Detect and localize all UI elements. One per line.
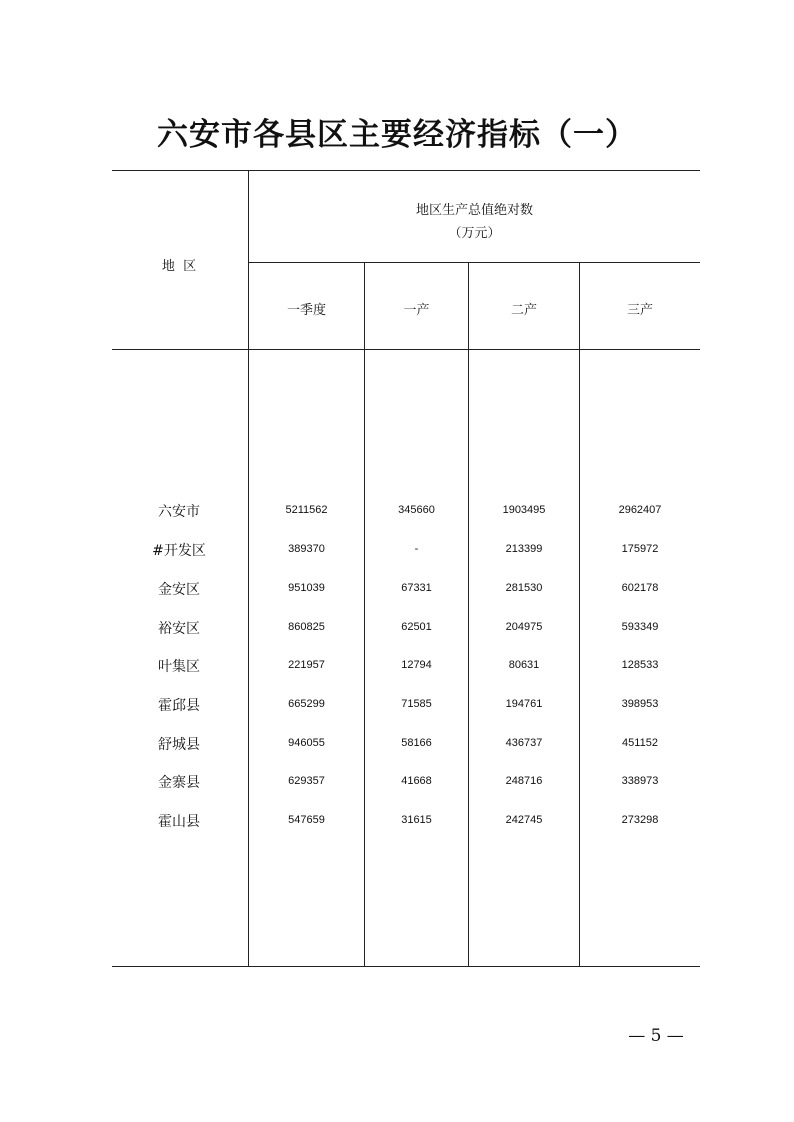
- value-cell: 281530: [505, 582, 543, 594]
- page-title: 六安市各县区主要经济指标（一）: [157, 117, 637, 153]
- region-cell: 金寨县: [158, 775, 200, 791]
- region-cell: 舒城县: [158, 737, 200, 753]
- value-cell: 436737: [505, 737, 543, 749]
- value-cell: 345660: [398, 504, 435, 516]
- value-cell: 12794: [401, 659, 432, 671]
- value-cell: 2962407: [618, 504, 662, 516]
- column-divider: [579, 262, 580, 967]
- value-cell: 248716: [505, 775, 543, 787]
- column-divider: [468, 262, 469, 967]
- region-cell: 霍邱县: [158, 698, 200, 714]
- value-cell: -: [414, 543, 419, 555]
- column-divider: [364, 262, 365, 967]
- region-column-divider: [248, 170, 249, 967]
- value-cell: 1903495: [502, 504, 546, 516]
- value-cell: 204975: [505, 621, 543, 633]
- value-cell: 398953: [621, 698, 659, 710]
- region-header: 地 区: [161, 259, 197, 274]
- table-top-rule: [112, 170, 700, 171]
- value-cell: 860825: [288, 621, 325, 633]
- value-cell: 58166: [401, 737, 432, 749]
- value-cell: 602178: [621, 582, 659, 594]
- value-cell: 221957: [288, 659, 325, 671]
- value-cell: 629357: [288, 775, 325, 787]
- region-cell: 裕安区: [158, 621, 200, 637]
- value-cell: 71585: [401, 698, 432, 710]
- value-cell: 242745: [505, 814, 543, 826]
- table-bottom-rule: [112, 966, 700, 967]
- region-cell: 霍山县: [158, 814, 200, 830]
- group-header: 地区生产总值绝对数: [415, 203, 533, 218]
- value-cell: 338973: [621, 775, 659, 787]
- group-unit: （万元）: [448, 226, 501, 241]
- value-cell: 128533: [621, 659, 659, 671]
- value-cell: 62501: [401, 621, 432, 633]
- column-header: 一季度: [286, 303, 326, 318]
- value-cell: 5211562: [285, 504, 328, 516]
- value-cell: 31615: [401, 814, 432, 826]
- value-cell: 175972: [621, 543, 659, 555]
- region-cell: 六安市: [158, 504, 200, 520]
- value-cell: 593349: [621, 621, 659, 633]
- value-cell: 80631: [508, 659, 540, 671]
- value-cell: 946055: [288, 737, 325, 749]
- column-header: 一产: [403, 303, 430, 318]
- value-cell: 213399: [505, 543, 543, 555]
- value-cell: 665299: [288, 698, 325, 710]
- region-cell: 金安区: [158, 582, 200, 598]
- header-bottom-rule: [112, 349, 700, 350]
- column-header: 三产: [626, 303, 653, 318]
- value-cell: 194761: [505, 698, 543, 710]
- value-cell: 451152: [622, 737, 658, 749]
- value-cell: 547659: [288, 814, 325, 826]
- value-cell: 41668: [401, 775, 432, 787]
- page-number: — 5 —: [628, 1026, 684, 1046]
- region-cell: 叶集区: [158, 659, 200, 675]
- column-header: 二产: [510, 303, 537, 318]
- value-cell: 951039: [288, 582, 325, 594]
- region-cell: #开发区: [152, 543, 206, 559]
- value-cell: 389370: [288, 543, 325, 555]
- group-header-divider: [249, 262, 700, 263]
- value-cell: 67331: [401, 582, 432, 594]
- value-cell: 273298: [621, 814, 659, 826]
